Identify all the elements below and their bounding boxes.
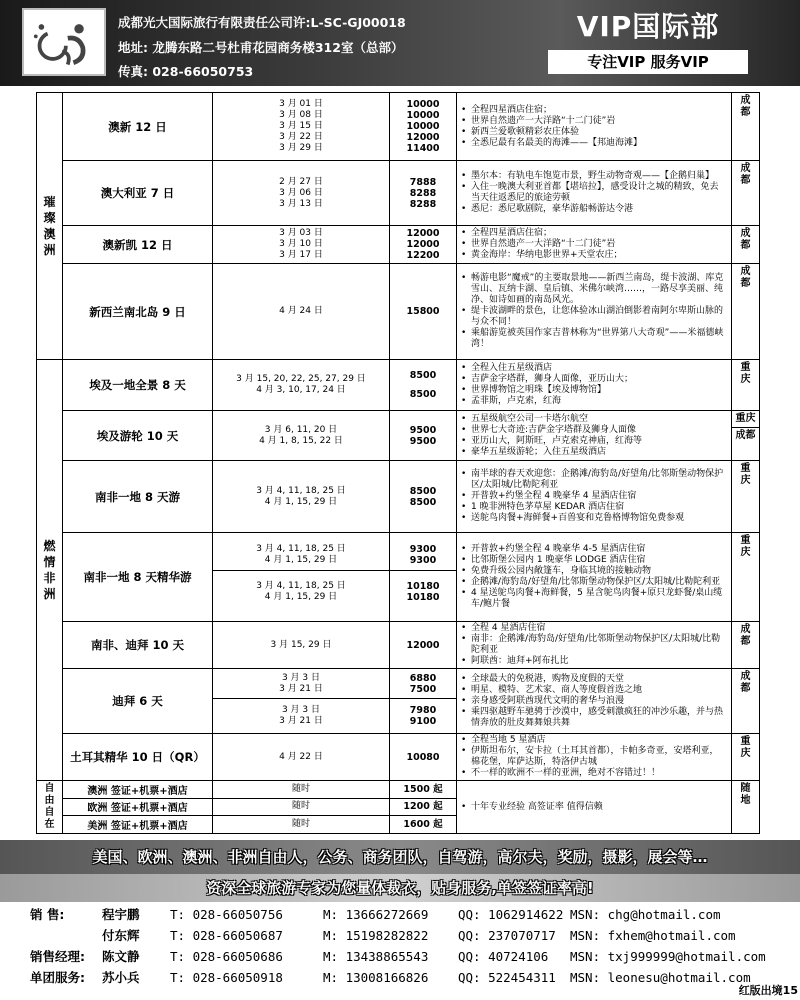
page-footer: 红版出境15 bbox=[738, 984, 798, 997]
route-prices: 8500 8500 bbox=[390, 461, 457, 533]
route-name: 埃及游轮 10 天 bbox=[63, 411, 213, 461]
contact-msn: MSN: fxhem@hotmail.com bbox=[570, 928, 736, 943]
contact-tel: T: 028-66050756 bbox=[170, 907, 283, 922]
free-item-price: 1600 起 bbox=[390, 816, 457, 834]
route-dates: 3 月 4, 11, 18, 25 日 4 月 1, 15, 29 日 bbox=[213, 461, 390, 533]
route-row bbox=[37, 461, 760, 533]
route-dates: 3 月 15, 20, 22, 25, 27, 29 日 4 月 3, 10, 17, 24 日 bbox=[213, 360, 390, 411]
services-banner: 美国、欧洲、澳洲、非洲自由人，公务、商务团队，自驾游，高尔夫，奖励，摄影，展会等… bbox=[0, 840, 800, 874]
route-dates bbox=[213, 533, 390, 622]
contact-tel: T: 028-66050686 bbox=[170, 949, 283, 964]
route-row bbox=[37, 264, 760, 360]
departure-city: 成 都 bbox=[732, 161, 760, 226]
date-group: 3 月 4, 11, 18, 25 日 4 月 1, 15, 29 日 bbox=[256, 544, 346, 565]
route-row bbox=[37, 622, 760, 669]
route-dates bbox=[213, 669, 390, 734]
free-item-price: 1500 起 bbox=[390, 781, 457, 799]
route-prices: 12000 12000 12200 bbox=[390, 226, 457, 264]
route-name: 澳新 12 日 bbox=[63, 93, 213, 161]
header-banner bbox=[0, 0, 800, 86]
route-features: • 五星级航空公司一卡塔尔航空 • 世界七大奇迹:吉萨金字塔群及狮身人面像 • 亚历山大，阿斯旺，卢克索克神庙，红海等 • 豪华五星级游轮；入住五星级酒店 bbox=[457, 411, 732, 461]
contact-tel: T: 028-66050918 bbox=[170, 970, 283, 985]
price-group: 7980 9100 bbox=[390, 698, 456, 733]
route-prices: 8500 8500 bbox=[390, 360, 457, 411]
contact-row bbox=[30, 904, 770, 925]
route-name: 土耳其精华 10 日（QR） bbox=[63, 734, 213, 781]
region-label: 燃 情 非 洲 bbox=[37, 360, 63, 781]
route-table bbox=[36, 92, 759, 834]
contact-qq: QQ: 237070717 bbox=[458, 928, 556, 943]
company-logo bbox=[22, 8, 106, 76]
contact-mobile: M: 13438865543 bbox=[323, 949, 429, 964]
price-group: 9300 9300 bbox=[409, 544, 437, 566]
free-label: 自 由 自 在 bbox=[37, 781, 63, 834]
free-item-time: 随时 bbox=[213, 781, 390, 799]
route-features: • 畅游电影“魔戒”的主要取景地——新西兰南岛，缇卡波湖、库克雪山、瓦纳卡湖、皇后镇、米佛尔峡湾……，一路尽享美丽、纯净、如诗如画的南岛风光。 • 缇卡波湖畔的景色，让您体验冰山湖泊倒影着南阿尔卑斯山脉的与众不同！ • 乘船游览被英国作家吉普林称为“世界第八大奇观”——米福德峡湾！ bbox=[457, 264, 732, 360]
free-item-name: 欧洲 签证+机票+酒店 bbox=[63, 798, 213, 816]
departure-city: 重 庆 bbox=[732, 360, 760, 411]
route-dates: 3 月 01 日 3 月 08 日 3 月 15 日 3 月 22 日 3 月 29 日 bbox=[213, 93, 390, 161]
contact-msn: MSN: chg@hotmail.com bbox=[570, 907, 721, 922]
contact-role: 销 售: bbox=[30, 907, 65, 922]
route-features: • 全球最大的免税港，购物及度假的天堂 • 明星、模特、艺术家、商人等度假首选之地 • 亲身感受阿联酋现代文明的奢华与浪漫 • 乘四驱越野车驰骋于沙漠中，感受刺激疯狂的冲沙乐趣，并与热情奔放的肚皮舞舞娘共舞 bbox=[457, 669, 732, 734]
free-row bbox=[37, 781, 760, 799]
free-features: • 十年专业经验 高签证率 值得信赖 bbox=[457, 781, 732, 834]
route-row bbox=[37, 533, 760, 622]
route-row bbox=[37, 93, 760, 161]
route-prices bbox=[390, 669, 457, 734]
route-name: 澳大利亚 7 日 bbox=[63, 161, 213, 226]
route-row bbox=[37, 161, 760, 226]
contact-role: 单团服务: bbox=[30, 970, 85, 985]
route-prices: 7888 8288 8288 bbox=[390, 161, 457, 226]
route-features: • 全程入住五星级酒店 • 吉萨金字塔群，狮身人面像，亚历山大； • 世界博物馆之明珠【埃及博物馆】 • 孟菲斯，卢克索，红海 bbox=[457, 360, 732, 411]
route-features: • 墨尔本：有轨电车饱览市景，野生动物奇观——【企鹅归巢】 • 入住一晚澳大利亚首都【堪培拉】，感受设计之城的精致，免去当天往返悉尼的旅途劳顿 • 悉尼：悉尼歌剧院，豪华游船畅游达令港 bbox=[457, 161, 732, 226]
price-group: 10180 10180 bbox=[390, 570, 456, 613]
departure-city: 重庆 成都 bbox=[732, 411, 760, 461]
departure-city: 成 都 bbox=[732, 264, 760, 360]
route-features: • 开普敦+约堡全程 4 晚豪华 4-5 星酒店住宿 • 比邻斯堡公园内 1 晚豪华 LODGE 酒店住宿 • 免费升级公园内敞篷车，身临其境的接触动物 • 企鹅滩/海豹岛/好望角/比邻斯堡动物保护区/太阳城/比勒陀利亚 • 4 星送鸵鸟肉餐+海鲜餐，5 星含鸵鸟肉餐+原只龙虾餐/桌山缆车/鲍片餐 bbox=[457, 533, 732, 622]
departure-city: 重 庆 bbox=[732, 734, 760, 781]
contact-qq: QQ: 522454311 bbox=[458, 970, 556, 985]
contact-mobile: M: 13008166826 bbox=[323, 970, 429, 985]
route-row bbox=[37, 669, 760, 734]
free-item-price: 1200 起 bbox=[390, 798, 457, 816]
route-name: 南非一地 8 天精华游 bbox=[63, 533, 213, 622]
company-address: 地址: 龙腾东路二号杜甫花园商务楼312室（总部） bbox=[118, 40, 404, 55]
route-name: 南非、迪拜 10 天 bbox=[63, 622, 213, 669]
free-item-name: 澳洲 签证+机票+酒店 bbox=[63, 781, 213, 799]
departure-city: 成 都 bbox=[732, 669, 760, 734]
route-name: 澳新凯 12 日 bbox=[63, 226, 213, 264]
contact-mobile: M: 13666272669 bbox=[323, 907, 429, 922]
departure-city: 成 都 bbox=[732, 93, 760, 161]
route-name: 埃及一地全景 8 天 bbox=[63, 360, 213, 411]
route-dates: 2 月 27 日 3 月 06 日 3 月 13 日 bbox=[213, 161, 390, 226]
contact-tel: T: 028-66050687 bbox=[170, 928, 283, 943]
departure-city: 成 都 bbox=[732, 622, 760, 669]
contact-name: 付东辉 bbox=[102, 928, 140, 943]
departure-city: 成 都 bbox=[732, 226, 760, 264]
departure-city: 随 地 bbox=[732, 781, 760, 834]
route-row bbox=[37, 411, 760, 461]
route-prices bbox=[390, 533, 457, 622]
route-prices: 9500 9500 bbox=[390, 411, 457, 461]
route-name: 南非一地 8 天游 bbox=[63, 461, 213, 533]
region-label: 璀 璨 澳 洲 bbox=[37, 93, 63, 360]
route-features: • 南半球的春天欢迎您：企鹅滩/海豹岛/好望角/比邻斯堡动物保护区/太阳城/比勒陀利亚 • 开普敦+约堡全程 4 晚豪华 4 星酒店住宿 • 1 晚非洲特色茅草屋 KEDAR 酒店住宿 • 送鸵鸟肉餐+海鲜餐+百兽宴和克鲁格博物馆免费参观 bbox=[457, 461, 732, 533]
departure-city: 重 庆 bbox=[732, 461, 760, 533]
contact-msn: MSN: leonesu@hotmail.com bbox=[570, 970, 751, 985]
route-row bbox=[37, 360, 760, 411]
contact-row bbox=[30, 946, 770, 967]
route-name: 新西兰南北岛 9 日 bbox=[63, 264, 213, 360]
free-item-name: 美洲 签证+机票+酒店 bbox=[63, 816, 213, 834]
route-features: • 全程四星酒店住宿； • 世界自然遗产一大洋路“十二门徒”岩 • 黄金海岸：华纳电影世界+天堂农庄； bbox=[457, 226, 732, 264]
route-dates: 4 月 22 日 bbox=[213, 734, 390, 781]
contact-qq: QQ: 1062914622 bbox=[458, 907, 564, 922]
route-prices: 10000 10000 10000 12000 11400 bbox=[390, 93, 457, 161]
free-item-time: 随时 bbox=[213, 798, 390, 816]
route-features: • 全程当地 5 星酒店 • 伊斯坦布尔，安卡拉（土耳其首都），卡帕多奇亚，安塔利亚，棉花堡，库萨达斯，特洛伊古城 • 不一样的欧洲不一样的亚洲，绝对不容错过！！ bbox=[457, 734, 732, 781]
route-dates: 4 月 24 日 bbox=[213, 264, 390, 360]
route-prices: 15800 bbox=[390, 264, 457, 360]
company-license: 成都光大国际旅行有限责任公司许:L-SC-GJ00018 bbox=[118, 15, 406, 30]
free-item-time: 随时 bbox=[213, 816, 390, 834]
vip-slogan: 专注VIP 服务VIP bbox=[548, 50, 748, 74]
date-group: 3 月 3 日 3 月 21 日 bbox=[213, 698, 389, 733]
contact-list bbox=[30, 904, 770, 988]
route-dates: 3 月 03 日 3 月 10 日 3 月 17 日 bbox=[213, 226, 390, 264]
route-dates: 3 月 6, 11, 20 日 4 月 1, 8, 15, 22 日 bbox=[213, 411, 390, 461]
vip-title: VIP国际部 bbox=[576, 10, 720, 43]
company-fax: 传真: 028-66050753 bbox=[118, 64, 254, 79]
contact-name: 苏小兵 bbox=[102, 970, 140, 985]
route-prices: 12000 bbox=[390, 622, 457, 669]
price-group: 6880 7500 bbox=[409, 672, 437, 695]
route-row bbox=[37, 734, 760, 781]
route-features: • 全程 4 星酒店住宿 • 南非：企鹅滩/海豹岛/好望角/比邻斯堡动物保护区/太阳城/比勒陀利亚 • 阿联酋：迪拜+阿布扎比 bbox=[457, 622, 732, 669]
contact-row bbox=[30, 925, 770, 946]
contact-row bbox=[30, 967, 770, 988]
departure-city: 重 庆 bbox=[732, 533, 760, 622]
contact-role: 销售经理: bbox=[30, 949, 85, 964]
contact-name: 程宇鹏 bbox=[102, 907, 140, 922]
contact-msn: MSN: txj999999@hotmail.com bbox=[570, 949, 766, 964]
route-row bbox=[37, 226, 760, 264]
contact-name: 陈文静 bbox=[102, 949, 140, 964]
route-name: 迪拜 6 天 bbox=[63, 669, 213, 734]
date-group: 3 月 4, 11, 18, 25 日 4 月 1, 15, 29 日 bbox=[213, 570, 389, 613]
date-group: 3 月 3 日 3 月 21 日 bbox=[279, 672, 323, 694]
route-features: • 全程四星酒店住宿； • 世界自然遗产一大洋路“十二门徒”岩 • 新西兰爱歌顿精彩农庄体验 • 全悉尼最有名最美的海滩——【邦迪海滩】 bbox=[457, 93, 732, 161]
route-prices: 10080 bbox=[390, 734, 457, 781]
slogan-banner: 资深全球旅游专家为您量体裁衣，贴身服务,单签签证率高! bbox=[0, 874, 800, 902]
contact-mobile: M: 15198282822 bbox=[323, 928, 429, 943]
contact-qq: QQ: 40724106 bbox=[458, 949, 549, 964]
route-dates: 3 月 15, 29 日 bbox=[213, 622, 390, 669]
